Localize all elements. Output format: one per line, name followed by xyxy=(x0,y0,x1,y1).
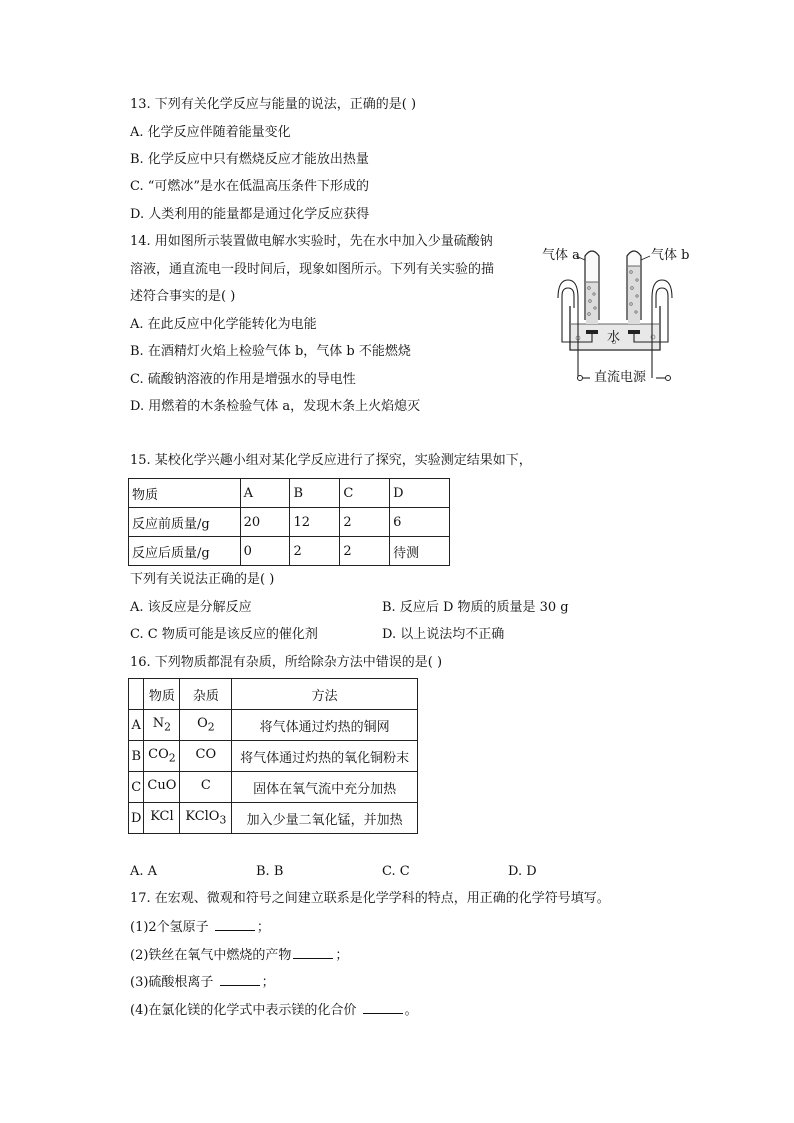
table-row xyxy=(129,772,418,803)
q17-item-4: (4)在氯化镁的化学式中表示镁的化合价 。 xyxy=(130,1003,418,1018)
method-cell: 加入少量二氧化锰，并加热 xyxy=(232,803,418,834)
table-cell: 反应前质量/g xyxy=(129,508,241,537)
table-header: 物质 xyxy=(144,679,180,710)
q13-option-d: D. 人类利用的能量都是通过化学反应获得 xyxy=(130,207,370,222)
q13-option-a: A. 化学反应伴随着能量变化 xyxy=(130,125,291,140)
answer-blank[interactable] xyxy=(363,1001,403,1014)
method-cell: 将气体通过灼热的氧化铜粉末 xyxy=(232,741,418,772)
table-cell: 2 xyxy=(340,537,390,566)
table-row xyxy=(129,710,418,741)
q16-option-a: A. A xyxy=(130,864,158,879)
q13-stem: 13. 下列有关化学反应与能量的说法，正确的是( ) xyxy=(130,97,417,112)
table-cell: C xyxy=(340,479,390,508)
gas-b-label: 气体 b xyxy=(651,248,690,263)
q15-option-c: C. C 物质可能是该反应的催化剂 xyxy=(130,627,318,642)
table-cell: 待测 xyxy=(390,537,450,566)
q17-item-3: (3)硫酸根离子 ； xyxy=(130,975,275,990)
impurity-cell: $O_2$ xyxy=(180,710,232,741)
substance-cell: $N_2$ xyxy=(144,710,180,741)
q14-option-b: B. 在酒精灯火焰上检验气体 b，气体 b 不能燃烧 xyxy=(130,344,411,359)
q16-stem: 16. 下列物质都混有杂质，所给除杂方法中错误的是( ) xyxy=(130,655,443,670)
q15-prompt: 下列有关说法正确的是( ) xyxy=(130,572,275,587)
q14-option-a: A. 在此反应中化学能转化为电能 xyxy=(130,317,317,332)
table-cell: 6 xyxy=(390,508,450,537)
q16-option-b: B. B xyxy=(256,864,284,879)
gas-a-label: 气体 a xyxy=(542,248,580,263)
substance-cell: $CO_2$ xyxy=(144,741,180,772)
dc-power-label: 直流电源 xyxy=(594,370,647,385)
q16-option-d: D. D xyxy=(508,864,537,879)
q16-purification-table xyxy=(128,678,418,834)
row-letter: C xyxy=(129,772,144,803)
q15-option-b: B. 反应后 D 物质的质量是 30 g xyxy=(382,600,569,615)
water-label: 水 xyxy=(607,330,621,345)
q17-item-2: (2)铁丝在氧气中燃烧的产物 ； xyxy=(130,948,349,963)
table-header: 杂质 xyxy=(180,679,232,710)
table-row xyxy=(129,741,418,772)
substance-cell: KCl xyxy=(144,803,180,834)
table-cell: 12 xyxy=(290,508,340,537)
table-cell: 20 xyxy=(240,508,290,537)
q15-stem: 15. 某校化学兴趣小组对某化学反应进行了探究，实验测定结果如下， xyxy=(130,453,532,468)
electrolysis-diagram xyxy=(538,238,698,388)
impurity-cell: C xyxy=(180,772,232,803)
q17-item-1: (1)2个氢原子 ； xyxy=(130,920,270,935)
table-header: 方法 xyxy=(232,679,418,710)
table-row xyxy=(129,537,450,566)
table-cell: D xyxy=(390,479,450,508)
q13-option-b: B. 化学反应中只有燃烧反应才能放出热量 xyxy=(130,152,369,167)
table-cell: 物质 xyxy=(129,479,241,508)
impurity-cell: CO xyxy=(180,741,232,772)
table-cell: 反应后质量/g xyxy=(129,537,241,566)
row-letter: A xyxy=(129,710,144,741)
q14-stem-line-1: 14. 用如图所示装置做电解水实验时，先在水中加入少量硫酸钠 xyxy=(130,234,493,249)
q14-stem-line-2: 溶液，通直流电一段时间后，现象如图所示。下列有关实验的描 xyxy=(130,262,495,277)
method-cell: 固体在氧气流中充分加热 xyxy=(232,772,418,803)
impurity-cell: KClO$_3$ xyxy=(180,803,232,834)
substance-cell: CuO xyxy=(144,772,180,803)
table-header-row xyxy=(129,679,418,710)
q14-option-d: D. 用燃着的木条检验气体 a，发现木条上火焰熄灭 xyxy=(130,399,421,414)
q14-stem-line-3: 述符合事实的是( ) xyxy=(130,289,236,304)
q13-option-c: C. “可燃冰”是水在低温高压条件下形成的 xyxy=(130,179,370,194)
q17-stem: 17. 在宏观、微观和符号之间建立联系是化学学科的特点，用正确的化学符号填写。 xyxy=(130,891,610,906)
answer-blank[interactable] xyxy=(293,946,333,959)
q15-option-a: A. 该反应是分解反应 xyxy=(130,600,252,615)
answer-blank[interactable] xyxy=(215,918,255,931)
q15-data-table xyxy=(128,478,450,566)
table-cell: 0 xyxy=(240,537,290,566)
row-letter: B xyxy=(129,741,144,772)
method-cell: 将气体通过灼热的铜网 xyxy=(232,710,418,741)
table-cell: 2 xyxy=(290,537,340,566)
table-header xyxy=(129,679,144,710)
q15-option-d: D. 以上说法均不正确 xyxy=(382,627,505,642)
table-row xyxy=(129,479,450,508)
table-cell: 2 xyxy=(340,508,390,537)
table-cell: A xyxy=(240,479,290,508)
table-row xyxy=(129,508,450,537)
table-cell: B xyxy=(290,479,340,508)
q16-option-c: C. C xyxy=(382,864,410,879)
row-letter: D xyxy=(129,803,144,834)
answer-blank[interactable] xyxy=(220,973,260,986)
q14-option-c: C. 硫酸钠溶液的作用是增强水的导电性 xyxy=(130,372,356,387)
table-row xyxy=(129,803,418,834)
